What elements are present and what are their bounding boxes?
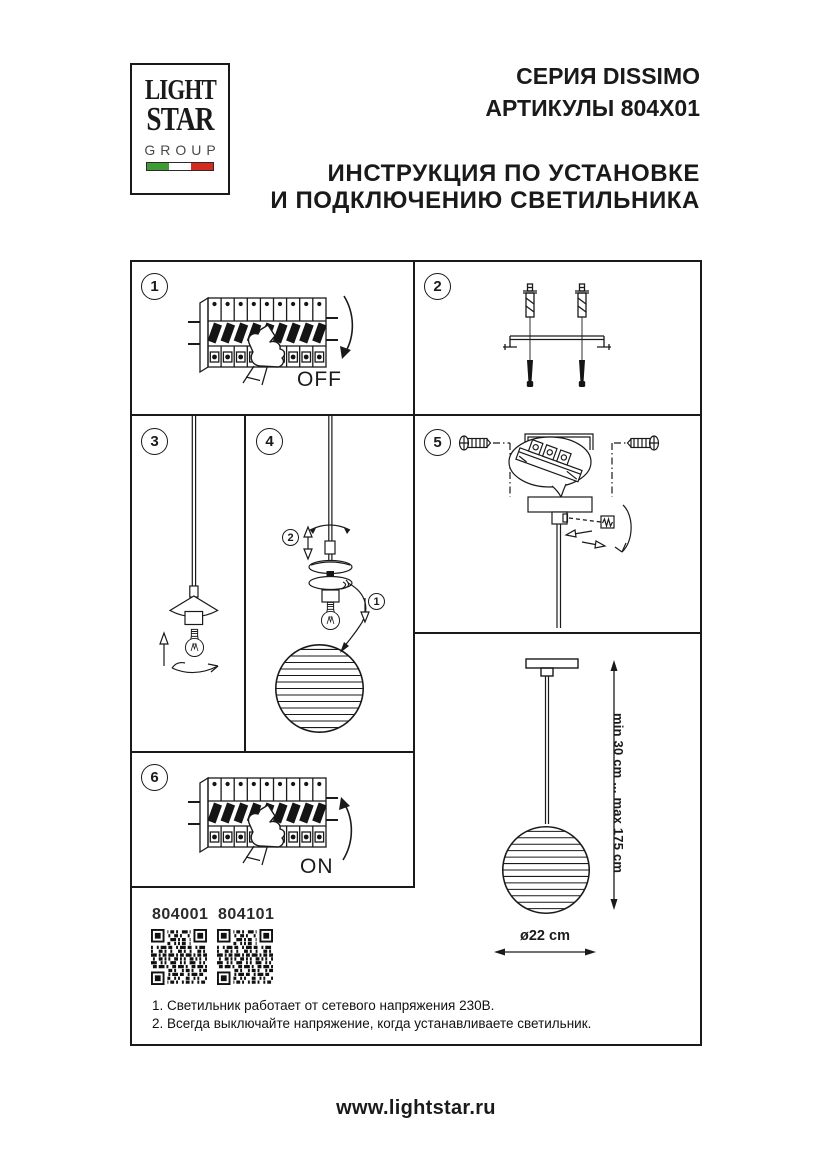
spring-screw-icon xyxy=(601,516,614,528)
canopy-icon xyxy=(528,497,592,512)
rod-icon xyxy=(557,524,561,628)
series-name: СЕРИЯ DISSIMO xyxy=(516,63,700,89)
article-number-804001: 804001 xyxy=(152,906,209,923)
on-label: ON xyxy=(300,855,334,878)
step-2-number: 2 xyxy=(433,278,442,295)
ribbed-globe-icon xyxy=(273,645,366,732)
ref-2-number: 2 xyxy=(287,531,294,544)
rotate-arrow-icon xyxy=(310,525,350,530)
step-4-ref-1-badge xyxy=(368,593,385,610)
step-4-ref-2-badge xyxy=(282,529,299,546)
screw-icon xyxy=(460,436,491,450)
logo-text-star: STAR xyxy=(146,101,214,138)
step-6-number: 6 xyxy=(150,769,159,786)
socket-icon xyxy=(322,590,339,602)
ceiling-plate-icon xyxy=(526,659,578,668)
step-4-globe-assembly-illustration xyxy=(245,415,414,752)
title-line-1: ИНСТРУКЦИЯ ПО УСТАНОВКЕ xyxy=(327,160,700,187)
mounting-bar-icon xyxy=(503,336,611,350)
note-2: 2. Всегда выключайте напряжение, когда устанавливаете светильник. xyxy=(152,1015,592,1031)
step-4-number: 4 xyxy=(265,433,274,450)
anchor-icon xyxy=(575,284,589,360)
qr-code-804001 xyxy=(151,929,207,985)
safety-notes xyxy=(152,997,697,1032)
website-link[interactable]: www.lightstar.ru xyxy=(336,1097,496,1119)
flag-white xyxy=(169,163,191,170)
rotate-arrow-icon xyxy=(622,505,631,552)
logo-text-group: GROUP xyxy=(144,142,221,158)
step-6-breaker-on-illustration xyxy=(130,752,414,887)
article-number-804101: 804101 xyxy=(218,906,275,923)
step-1-number: 1 xyxy=(150,278,159,295)
title-line-2: И ПОДКЛЮЧЕНИЮ СВЕТИЛЬНИКА xyxy=(270,187,700,214)
step-3-number: 3 xyxy=(150,433,159,450)
anchor-icon xyxy=(523,284,537,360)
qr-code-804101 xyxy=(217,929,273,985)
italian-flag-icon xyxy=(146,162,214,171)
ribbed-globe-icon xyxy=(500,827,592,913)
off-label: OFF xyxy=(297,368,342,391)
bulb-icon xyxy=(185,629,203,656)
screw-icon xyxy=(527,360,585,387)
step-5-canopy-mount-illustration xyxy=(414,415,700,633)
step-2-hardware-illustration xyxy=(414,260,700,415)
cord-icon xyxy=(329,415,332,541)
height-range-label: min 30 cm ... max 175 cm xyxy=(611,713,626,874)
cord-icon xyxy=(192,415,195,586)
flag-red xyxy=(191,163,213,170)
header-text xyxy=(270,60,700,214)
screw-icon xyxy=(628,436,659,450)
socket-icon xyxy=(185,612,203,625)
stem-icon xyxy=(546,676,549,824)
article-range: АРТИКУЛЫ 804X01 xyxy=(485,95,700,121)
diameter-label: ø22 cm xyxy=(520,928,570,944)
slide-arrows-icon xyxy=(566,530,605,548)
bulb-icon xyxy=(321,602,339,629)
step-1-breaker-off-illustration xyxy=(130,260,414,415)
step-5-number: 5 xyxy=(433,434,442,451)
lightstar-logo xyxy=(130,63,230,195)
note-1: 1. Светильник работает от сетевого напряжения 230В. xyxy=(152,998,495,1013)
ref-1-number: 1 xyxy=(373,595,380,608)
flag-green xyxy=(147,163,169,170)
pendant-dimensions-illustration xyxy=(414,633,700,1046)
logo-text-light: LIGHT xyxy=(144,75,216,106)
document-title xyxy=(270,160,700,214)
step-3-bulb-install-illustration xyxy=(130,415,245,752)
